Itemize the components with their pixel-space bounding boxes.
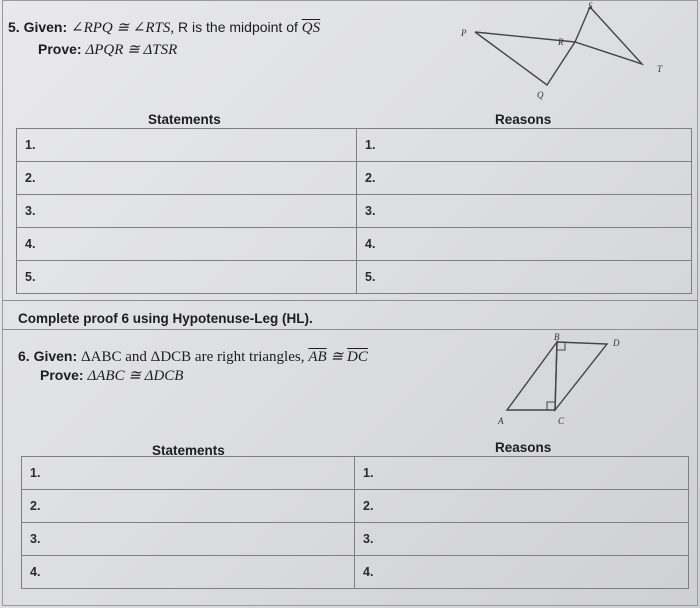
reason-cell[interactable]: 2. (357, 162, 692, 195)
problem5-proof-table (16, 128, 692, 294)
label-C: C (558, 416, 565, 426)
statement-cell[interactable]: 5. (17, 261, 357, 294)
table-row (17, 129, 692, 162)
table-row (17, 261, 692, 294)
problem5-given: 5. Given: ∠RPQ ≅ ∠RTS, R is the midpoint of $\overline{QS}$ (8, 19, 321, 36)
label-P: P (461, 28, 467, 38)
statement-cell[interactable]: 1. (22, 457, 355, 490)
problem5-statements-header: Statements (148, 112, 221, 127)
problem6-statements-header: Statements (152, 443, 225, 458)
statement-cell[interactable]: 4. (17, 228, 357, 261)
problem6-proof-table (21, 456, 689, 589)
section-divider (2, 300, 698, 301)
statement-cell[interactable]: 2. (22, 490, 355, 523)
reason-cell[interactable]: 5. (357, 261, 692, 294)
reason-cell[interactable]: 4. (357, 228, 692, 261)
statement-cell[interactable]: 1. (17, 129, 357, 162)
label-S: S (588, 1, 593, 11)
problem6-given: 6. Given: ΔABC and ΔDCB are right triangles, $\overline{AB}$ ≅ $\overline{DC}$ (18, 348, 368, 365)
table-row (22, 556, 689, 589)
statement-cell[interactable]: 2. (17, 162, 357, 195)
statement-cell[interactable]: 3. (22, 523, 355, 556)
label-D: D (613, 338, 620, 348)
reason-cell[interactable]: 3. (357, 195, 692, 228)
reason-cell[interactable]: 4. (355, 556, 689, 589)
label-T: T (657, 64, 663, 74)
problem5-reasons-header: Reasons (495, 112, 552, 127)
problem5-prove: Prove: ΔPQR ≅ ΔTSR (38, 41, 178, 58)
label-R: R (558, 37, 564, 47)
table-row (17, 162, 692, 195)
table-row (22, 523, 689, 556)
label-Q: Q (537, 90, 544, 100)
statement-cell[interactable]: 3. (17, 195, 357, 228)
table-row (17, 195, 692, 228)
table-row (22, 490, 689, 523)
label-A: A (498, 416, 504, 426)
section-divider (2, 329, 698, 330)
problem5-figure (455, 0, 675, 100)
label-B: B (554, 332, 560, 342)
reason-cell[interactable]: 2. (355, 490, 689, 523)
table-row (22, 457, 689, 490)
hl-instruction: Complete proof 6 using Hypotenuse-Leg (HL). (18, 311, 313, 326)
problem6-prove: Prove: ΔABC ≅ ΔDCB (40, 367, 184, 384)
problem6-reasons-header: Reasons (495, 440, 552, 455)
reason-cell[interactable]: 1. (355, 457, 689, 490)
problem6-figure (495, 332, 635, 432)
statement-cell[interactable]: 4. (22, 556, 355, 589)
reason-cell[interactable]: 1. (357, 129, 692, 162)
reason-cell[interactable]: 3. (355, 523, 689, 556)
table-row (17, 228, 692, 261)
